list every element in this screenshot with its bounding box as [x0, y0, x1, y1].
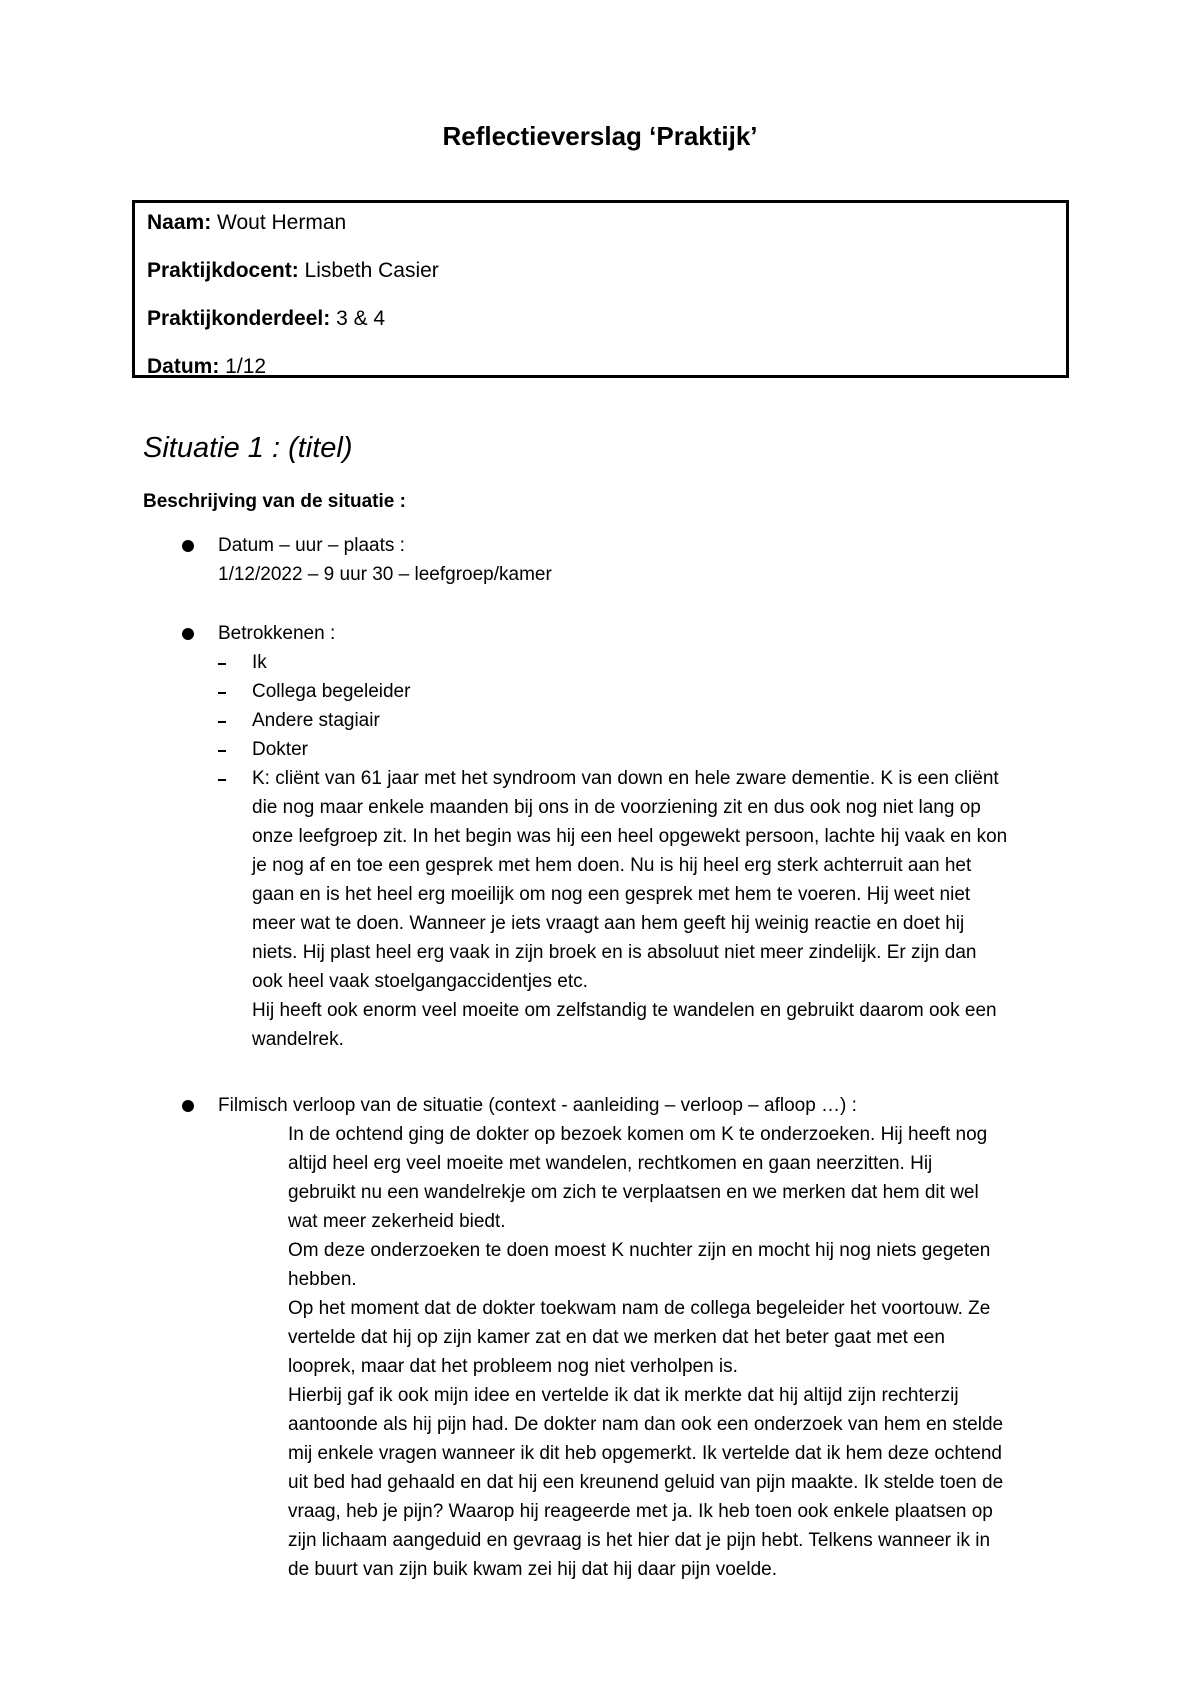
- paragraph-line: niets. Hij plast heel erg vaak in zijn broek en is absoluut niet meer zindelijk. Er zijn dan: [252, 942, 977, 963]
- info-value: Lisbeth Casier: [298, 259, 439, 282]
- betrokkenen-label: Betrokkenen :: [218, 623, 336, 644]
- paragraph-line: gebruikt nu een wandelrekje om zich te verplaatsen en we merken dat hem dit wel: [288, 1182, 979, 1203]
- dash-icon: [218, 692, 226, 694]
- info-label: Praktijkonderdeel:: [147, 307, 331, 330]
- paragraph-line: In de ochtend ging de dokter op bezoek komen om K te onderzoeken. Hij heeft nog: [288, 1124, 988, 1145]
- section-subheading: Beschrijving van de situatie :: [143, 491, 406, 512]
- paragraph-line: wat meer zekerheid biedt.: [288, 1211, 506, 1232]
- paragraph-line: je nog af en toe een gesprek met hem doen. Nu is hij heel erg sterk achterruit aan het: [252, 855, 972, 876]
- paragraph-line: K: cliënt van 61 jaar met het syndroom van down en hele zware dementie. K is een cliënt: [252, 768, 999, 789]
- bullet-icon: [182, 540, 194, 552]
- document-title: Reflectieverslag ‘Praktijk’: [442, 121, 758, 151]
- paragraph-line: hebben.: [288, 1269, 357, 1290]
- info-label: Naam:: [147, 211, 212, 234]
- dash-icon: [218, 721, 226, 723]
- betrokkene-item: Collega begeleider: [252, 681, 411, 702]
- datum-value: 1/12/2022 – 9 uur 30 – leefgroep/kamer: [218, 564, 552, 585]
- paragraph-line: Hierbij gaf ik ook mijn idee en vertelde ik dat ik merkte dat hij altijd zijn rechterzij: [288, 1385, 959, 1406]
- dash-icon: [218, 663, 226, 665]
- paragraph-line: aantoonde als hij pijn had. De dokter nam dan ook een onderzoek van hem en stelde: [288, 1414, 1004, 1435]
- section-title: Situatie 1 : (titel): [143, 432, 353, 464]
- datum-label: Datum – uur – plaats :: [218, 535, 405, 556]
- paragraph-line: onze leefgroep zit. In het begin was hij een heel opgewekt persoon, lachte hij vaak en kon: [252, 826, 1008, 847]
- paragraph-line: meer wat te doen. Wanneer je iets vraagt aan hem geeft hij weinig reactie en doet hij: [252, 913, 965, 934]
- info-label: Datum:: [147, 355, 220, 378]
- paragraph-line: looprek, maar dat het probleem nog niet verholpen is.: [288, 1356, 738, 1377]
- paragraph-line: altijd heel erg veel moeite met wandelen, rechtkomen en gaan neerzitten. Hij: [288, 1153, 933, 1174]
- paragraph-line: de buurt van zijn buik kwam zei hij dat hij daar pijn voelde.: [288, 1559, 777, 1580]
- paragraph-line: ook heel vaak stoelgangaccidentjes etc.: [252, 971, 588, 992]
- dash-icon: [218, 750, 226, 752]
- info-row-praktijkonderdeel: [147, 305, 385, 333]
- info-box: [132, 200, 1069, 378]
- paragraph-line: Om deze onderzoeken te doen moest K nuchter zijn en mocht hij nog niets gegeten: [288, 1240, 991, 1261]
- info-value: Wout Herman: [211, 211, 347, 234]
- paragraph-line: mij enkele vragen wanneer ik dit heb opgemerkt. Ik vertelde dat ik hem deze ochtend: [288, 1443, 1002, 1464]
- paragraph-line: wandelrek.: [252, 1029, 344, 1050]
- paragraph-line: vertelde dat hij op zijn kamer zat en dat we merken dat het beter gaat met een: [288, 1327, 945, 1348]
- bullet-icon: [182, 1100, 194, 1112]
- paragraph-line: Hij heeft ook enorm veel moeite om zelfstandig te wandelen en gebruikt daarom ook een: [252, 1000, 997, 1021]
- info-row-datum: [147, 353, 266, 381]
- betrokkene-item: Dokter: [252, 739, 308, 760]
- info-row-praktijkdocent: [147, 257, 439, 285]
- paragraph-line: zijn lichaam aangeduid en gevraag is het hier dat je pijn hebt. Telkens wanneer ik in: [288, 1530, 991, 1551]
- paragraph-line: gaan en is het heel erg moeilijk om nog een gesprek met hem te voeren. Hij weet niet: [252, 884, 971, 905]
- paragraph-line: vraag, heb je pijn? Waarop hij reageerde met ja. Ik heb toen ook enkele plaatsen op: [288, 1501, 993, 1522]
- paragraph-line: uit bed had gehaald en dat hij een kreunend geluid van pijn maakte. Ik stelde toen de: [288, 1472, 1004, 1493]
- paragraph-line: Op het moment dat de dokter toekwam nam de collega begeleider het voortouw. Ze: [288, 1298, 991, 1319]
- info-row-naam: [147, 209, 346, 237]
- betrokkene-item: Ik: [252, 652, 267, 673]
- paragraph-line: die nog maar enkele maanden bij ons in de voorziening zit en dus ook nog niet lang op: [252, 797, 981, 818]
- bullet-icon: [182, 628, 194, 640]
- dash-icon: [218, 779, 226, 781]
- info-value: 3 & 4: [330, 307, 386, 330]
- info-value: 1/12: [219, 355, 267, 378]
- verloop-label: Filmisch verloop van de situatie (context - aanleiding – verloop – afloop …) :: [218, 1095, 857, 1116]
- info-label: Praktijkdocent:: [147, 259, 299, 282]
- betrokkene-item: Andere stagiair: [252, 710, 380, 731]
